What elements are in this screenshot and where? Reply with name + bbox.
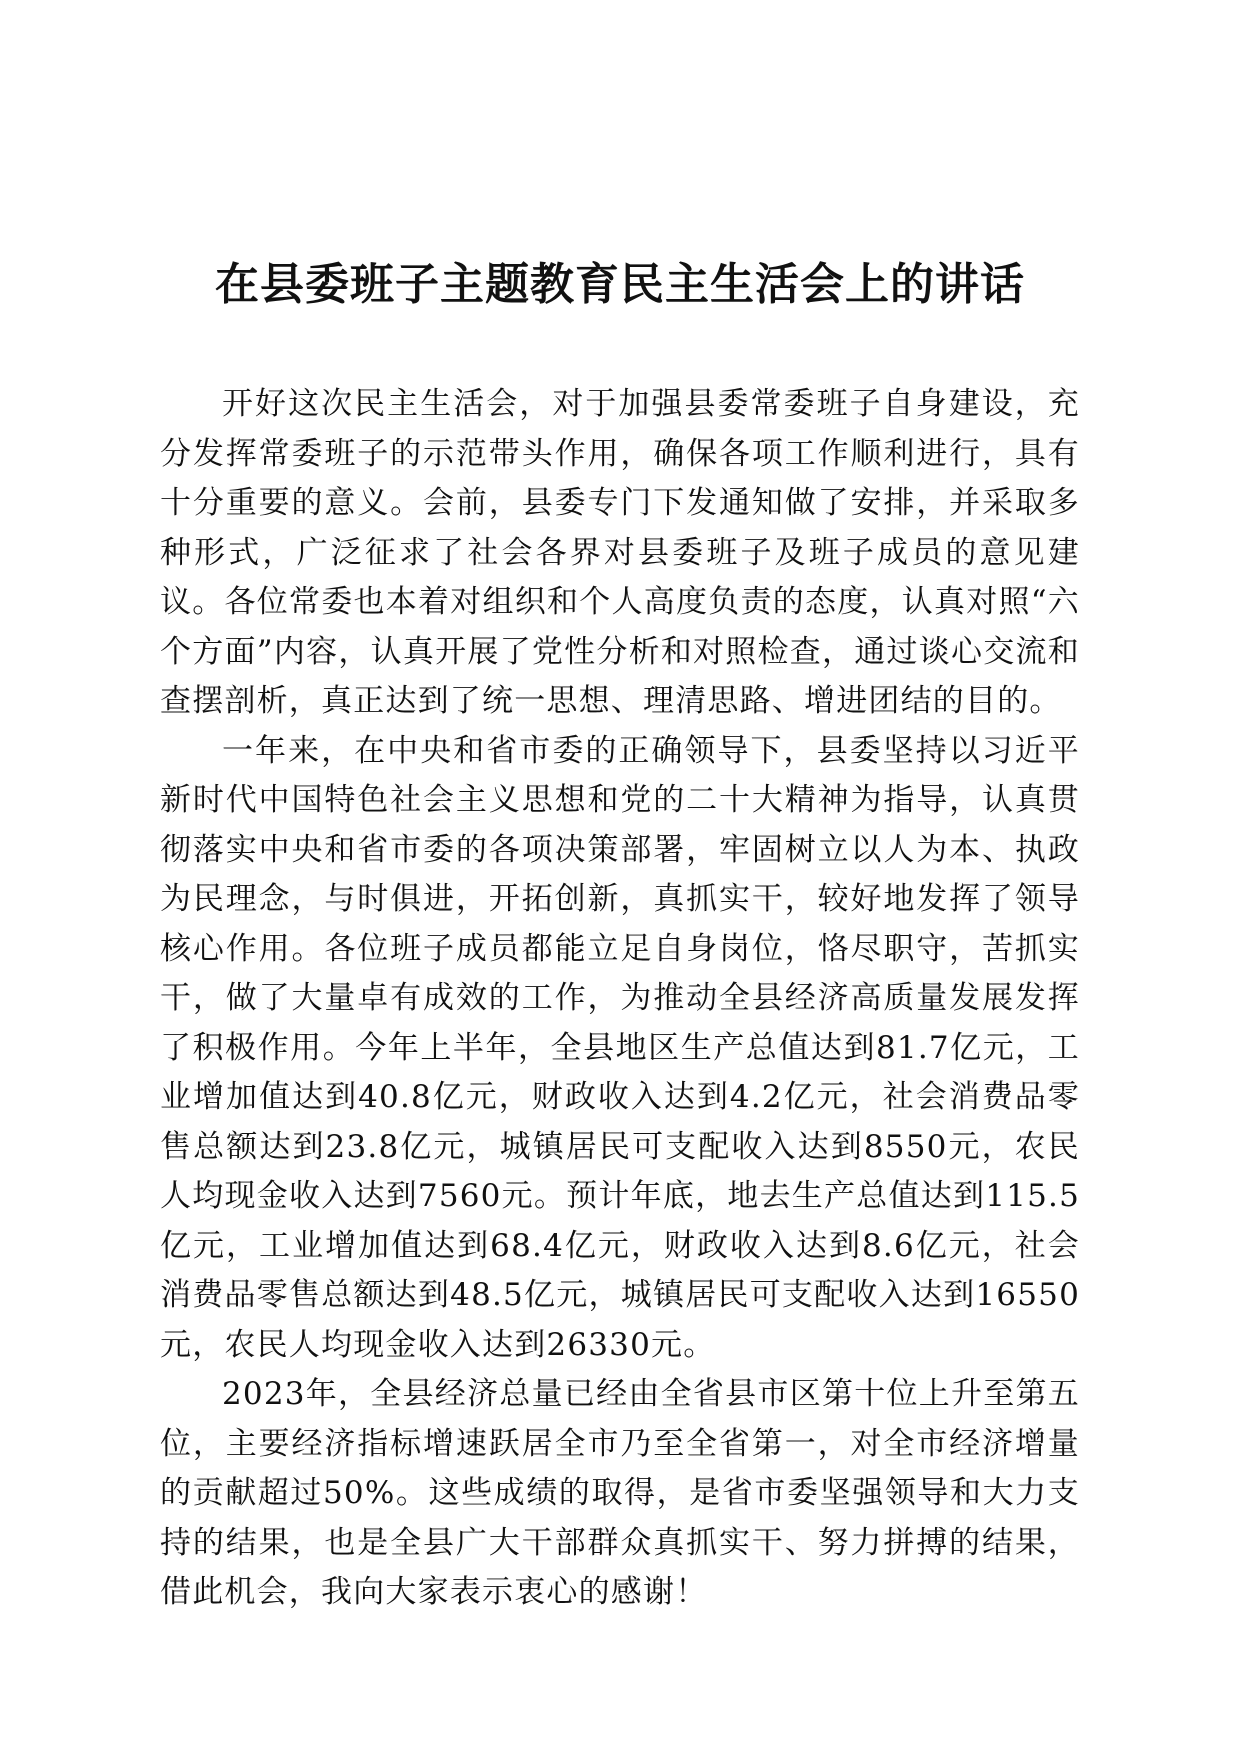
paragraph-intro: 开好这次民主生活会，对于加强县委常委班子自身建设，充分发挥常委班子的示范带头作用，确保各项工作顺利进行，具有十分重要的意义。会前，县委专门下发通知做了安排，并采取多种形式，广泛征求了社会各界对县委班子及班子成员的意见建议。各位常委也本着对组织和个人高度负责的态度，认真对照“六个方面”内容，认真开展了党性分析和对照检查，通过谈心交流和查摆剖析，真正达到了统一思想、理清思路、增进团结的目的。 — [160, 386, 1080, 719]
paragraph-2023-summary: 2023年，全县经济总量已经由全省县市区第十位上升至第五位，主要经济指标增速跃居全市乃至全省第一，对全市经济增量的贡献超过50%。这些成绩的取得，是省市委坚强领导和大力支持的结果，也是全县广大干部群众真抓实干、努力拼搏的结果，借此机会，我向大家表示衷心的感谢！ — [160, 1376, 1080, 1610]
document-body — [160, 380, 1080, 1618]
document-title: 在县委班子主题教育民主生活会上的讲话 — [215, 259, 1025, 310]
paragraph-achievements: 一年来，在中央和省市委的正确领导下，县委坚持以习近平新时代中国特色社会主义思想和党的二十大精神为指导，认真贯彻落实中央和省市委的各项决策部署，牢固树立以人为本、执政为民理念，与时俱进，开拓创新，真抓实干，较好地发挥了领导核心作用。各位班子成员都能立足自身岗位，恪尽职守，苦抓实干，做了大量卓有成效的工作，为推动全县经济高质量发展发挥了积极作用。今年上半年，全县地区生产总值达到81.7亿元，工业增加值达到40.8亿元，财政收入达到4.2亿元，社会消费品零售总额达到23.8亿元，城镇居民可支配收入达到8550元，农民人均现金收入达到7560元。预计年底，地去生产总值达到115.5亿元，工业增加值达到68.4亿元，财政收入达到8.6亿元，社会消费品零售总额达到48.5亿元，城镇居民可支配收入达到16550元，农民人均现金收入达到26330元。 — [160, 732, 1080, 1363]
